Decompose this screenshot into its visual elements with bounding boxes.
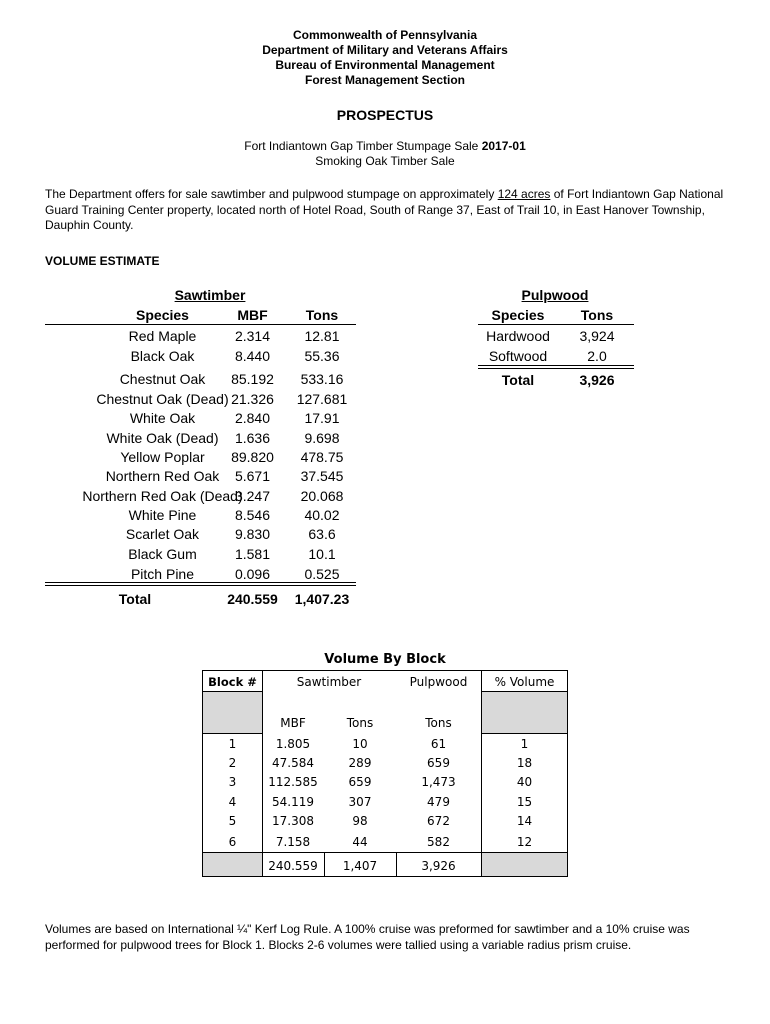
block-mbf-cell: 17.308 [272,814,314,828]
block-mbf-cell: 47.584 [272,756,314,770]
sawtimber-mbf-cell: 1.636 [234,430,271,446]
sawtimber-species-cell: White Pine [128,507,197,523]
block-total-mbf: 240.559 [268,859,318,873]
sawtimber-tons-cell: 55.36 [304,348,340,364]
block-pct-cell: 1 [520,737,529,751]
sawtimber-species-cell: Black Oak [130,348,195,364]
sawtimber-species-cell: Pitch Pine [130,566,195,582]
block-pct-cell: 12 [516,835,533,849]
intro-after: of Fort Indiantown Gap National Guard Training Center property, located north of Hotel Road, South of Range 37, East of Trail 10, in East Hanover Township, Dauphin County. [45,187,724,232]
pulpwood-total-tons: 3,926 [579,372,615,388]
pulp-tons-subheader: Tons [425,716,452,730]
block-mbf-cell: 1.805 [275,737,311,751]
sawtimber-species-cell: Black Gum [128,546,197,562]
block-block-cell: 1 [228,737,237,751]
sawtimber-total-label: Total [118,591,152,607]
block-tons-cell: 98 [352,814,368,828]
sawtimber-col-species: Species [136,307,189,323]
sawtimber-total-mbf: 240.559 [227,591,278,607]
sawtimber-mbf-cell: 5.671 [234,468,271,484]
block-table-title: Volume By Block [324,652,446,667]
sawtimber-mbf-cell: 8.440 [234,348,271,364]
block-mbf-cell: 54.119 [272,795,314,809]
sawtimber-total-tons: 1,407.23 [294,591,350,607]
sawtimber-tons-cell: 127.681 [296,391,348,407]
page-title: PROSPECTUS [336,107,434,123]
header-line-3: Bureau of Environmental Management [275,58,495,72]
sawtimber-title: Sawtimber [174,287,246,303]
block-pulp-cell: 659 [427,756,450,770]
header-line-4: Forest Management Section [304,73,466,87]
block-block-cell: 2 [228,756,237,770]
block-grid-h5 [202,852,568,853]
sawtimber-mbf-cell: 3.247 [234,488,271,504]
block-pulp-cell: 1,473 [421,775,456,789]
sawtimber-tons-cell: 10.1 [308,546,336,562]
block-pulp-cell: 61 [430,737,447,751]
block-pulp-cell: 479 [427,795,450,809]
block-block-cell: 5 [228,814,237,828]
sawtimber-col-mbf: MBF [237,307,268,323]
block-header-fill [203,692,262,733]
block-tons-cell: 289 [348,756,372,770]
sawtimber-mbf-cell: 8.546 [234,507,271,523]
pulpwood-title: Pulpwood [521,287,589,303]
sawtimber-species-cell: Red Maple [128,328,197,344]
block-border-right [567,670,568,877]
sawtimber-mbf-cell: 0.096 [234,566,271,582]
sawtimber-mbf-cell: 2.840 [234,410,271,426]
block-total-fill [203,853,262,876]
intro-acres: 124 acres [497,187,551,201]
block-grid-h1 [202,691,262,692]
pulpwood-tons-cell: 3,924 [579,328,615,344]
pulpwood-col-header: Pulpwood [409,675,468,689]
mbf-subheader: MBF [280,716,306,730]
sale-subtitle: Smoking Oak Timber Sale [315,154,455,168]
sawtimber-tons-cell: 20.068 [300,488,344,504]
pulpwood-tons-cell: 2.0 [587,348,607,364]
block-pct-cell: 18 [516,756,533,770]
pct-volume-col-header: % Volume [494,675,555,689]
sawtimber-tons-cell: 533.16 [300,371,344,387]
block-block-cell: 3 [228,775,237,789]
sawtimber-species-cell: White Oak [129,410,196,426]
sawtimber-tons-cell: 63.6 [308,526,336,542]
block-pct-cell: 15 [516,795,533,809]
block-tons-cell: 659 [348,775,372,789]
pulpwood-total-label: Total [501,372,535,388]
header-line-2: Department of Military and Veterans Affairs [262,43,508,57]
header-line-1: Commonwealth of Pennsylvania [292,28,478,42]
sawtimber-mbf-cell: 85.192 [231,371,274,387]
sawtimber-tons-cell: 478.75 [300,449,344,465]
sawtimber-tons-cell: 12.81 [304,328,340,344]
sawtimber-mbf-cell: 21.326 [231,391,274,407]
pct-total-fill [482,853,567,876]
sawtimber-col-tons: Tons [305,307,339,323]
block-grid-h3 [202,733,262,734]
sawtimber-mbf-cell: 89.820 [231,449,274,465]
tons-subheader: Tons [346,716,374,730]
sawtimber-tons-cell: 9.698 [304,430,340,446]
block-block-cell: 4 [228,795,237,809]
sawtimber-species-cell: White Oak (Dead) [106,430,219,446]
sawtimber-tons-cell: 17.91 [304,410,340,426]
volume-estimate-heading: VOLUME ESTIMATE [45,254,160,268]
pulpwood-col-species: Species [491,307,545,323]
block-mbf-cell: 7.158 [275,835,311,849]
sawtimber-mbf-cell: 9.830 [234,526,271,542]
sawtimber-species-cell: Northern Red Oak (Dead) [82,488,243,504]
block-border-bottom [202,876,568,877]
block-tons-cell: 307 [348,795,372,809]
block-total-pulpwood: 3,926 [421,859,456,873]
block-pct-cell: 14 [516,814,533,828]
block-grid-h2 [481,691,568,692]
footnote: Volumes are based on International ¼" Kerf Log Rule. A 100% cruise was preformed for sawtimber and a 10% cruise was performed for pulpwood trees for Block 1. Blocks 2-6 volumes were tallied using a variable radius prism cruise. [45,922,690,952]
sawtimber-species-cell: Scarlet Oak [125,526,200,542]
block-col-header: Block # [208,675,257,689]
block-tons-cell: 10 [352,737,368,751]
sawtimber-tons-cell: 37.545 [300,468,344,484]
pulpwood-species-cell: Softwood [488,348,548,364]
sawtimber-species-cell: Northern Red Oak [105,468,220,484]
block-mbf-cell: 112.585 [268,775,318,789]
pulpwood-col-tons: Tons [580,307,614,323]
sawtimber-col-header: Sawtimber [296,675,362,689]
block-border-top [202,670,568,671]
block-grid-h4 [481,733,568,734]
block-pulp-cell: 672 [427,814,450,828]
block-pct-cell: 40 [516,775,533,789]
block-block-cell: 6 [228,835,237,849]
block-pulp-cell: 582 [427,835,450,849]
pulpwood-species-cell: Hardwood [486,328,550,344]
block-total-tons: 1,407 [342,859,378,873]
sale-name-text: Fort Indiantown Gap Timber Stumpage Sale [244,139,482,153]
sawtimber-tons-cell: 40.02 [304,507,340,523]
sawtimber-mbf-cell: 2.314 [234,328,271,344]
block-tons-cell: 44 [352,835,368,849]
sawtimber-species-cell: Chestnut Oak (Dead) [96,391,229,407]
sawtimber-mbf-cell: 1.581 [234,546,271,562]
sawtimber-species-cell: Yellow Poplar [120,449,205,465]
sawtimber-species-cell: Chestnut Oak [119,371,206,387]
intro-before: The Department offers for sale sawtimber and pulpwood stumpage on approximately [45,187,498,201]
sale-number: 2017-01 [481,139,526,153]
sawtimber-tons-cell: 0.525 [304,566,340,582]
pct-header-fill [482,692,567,733]
